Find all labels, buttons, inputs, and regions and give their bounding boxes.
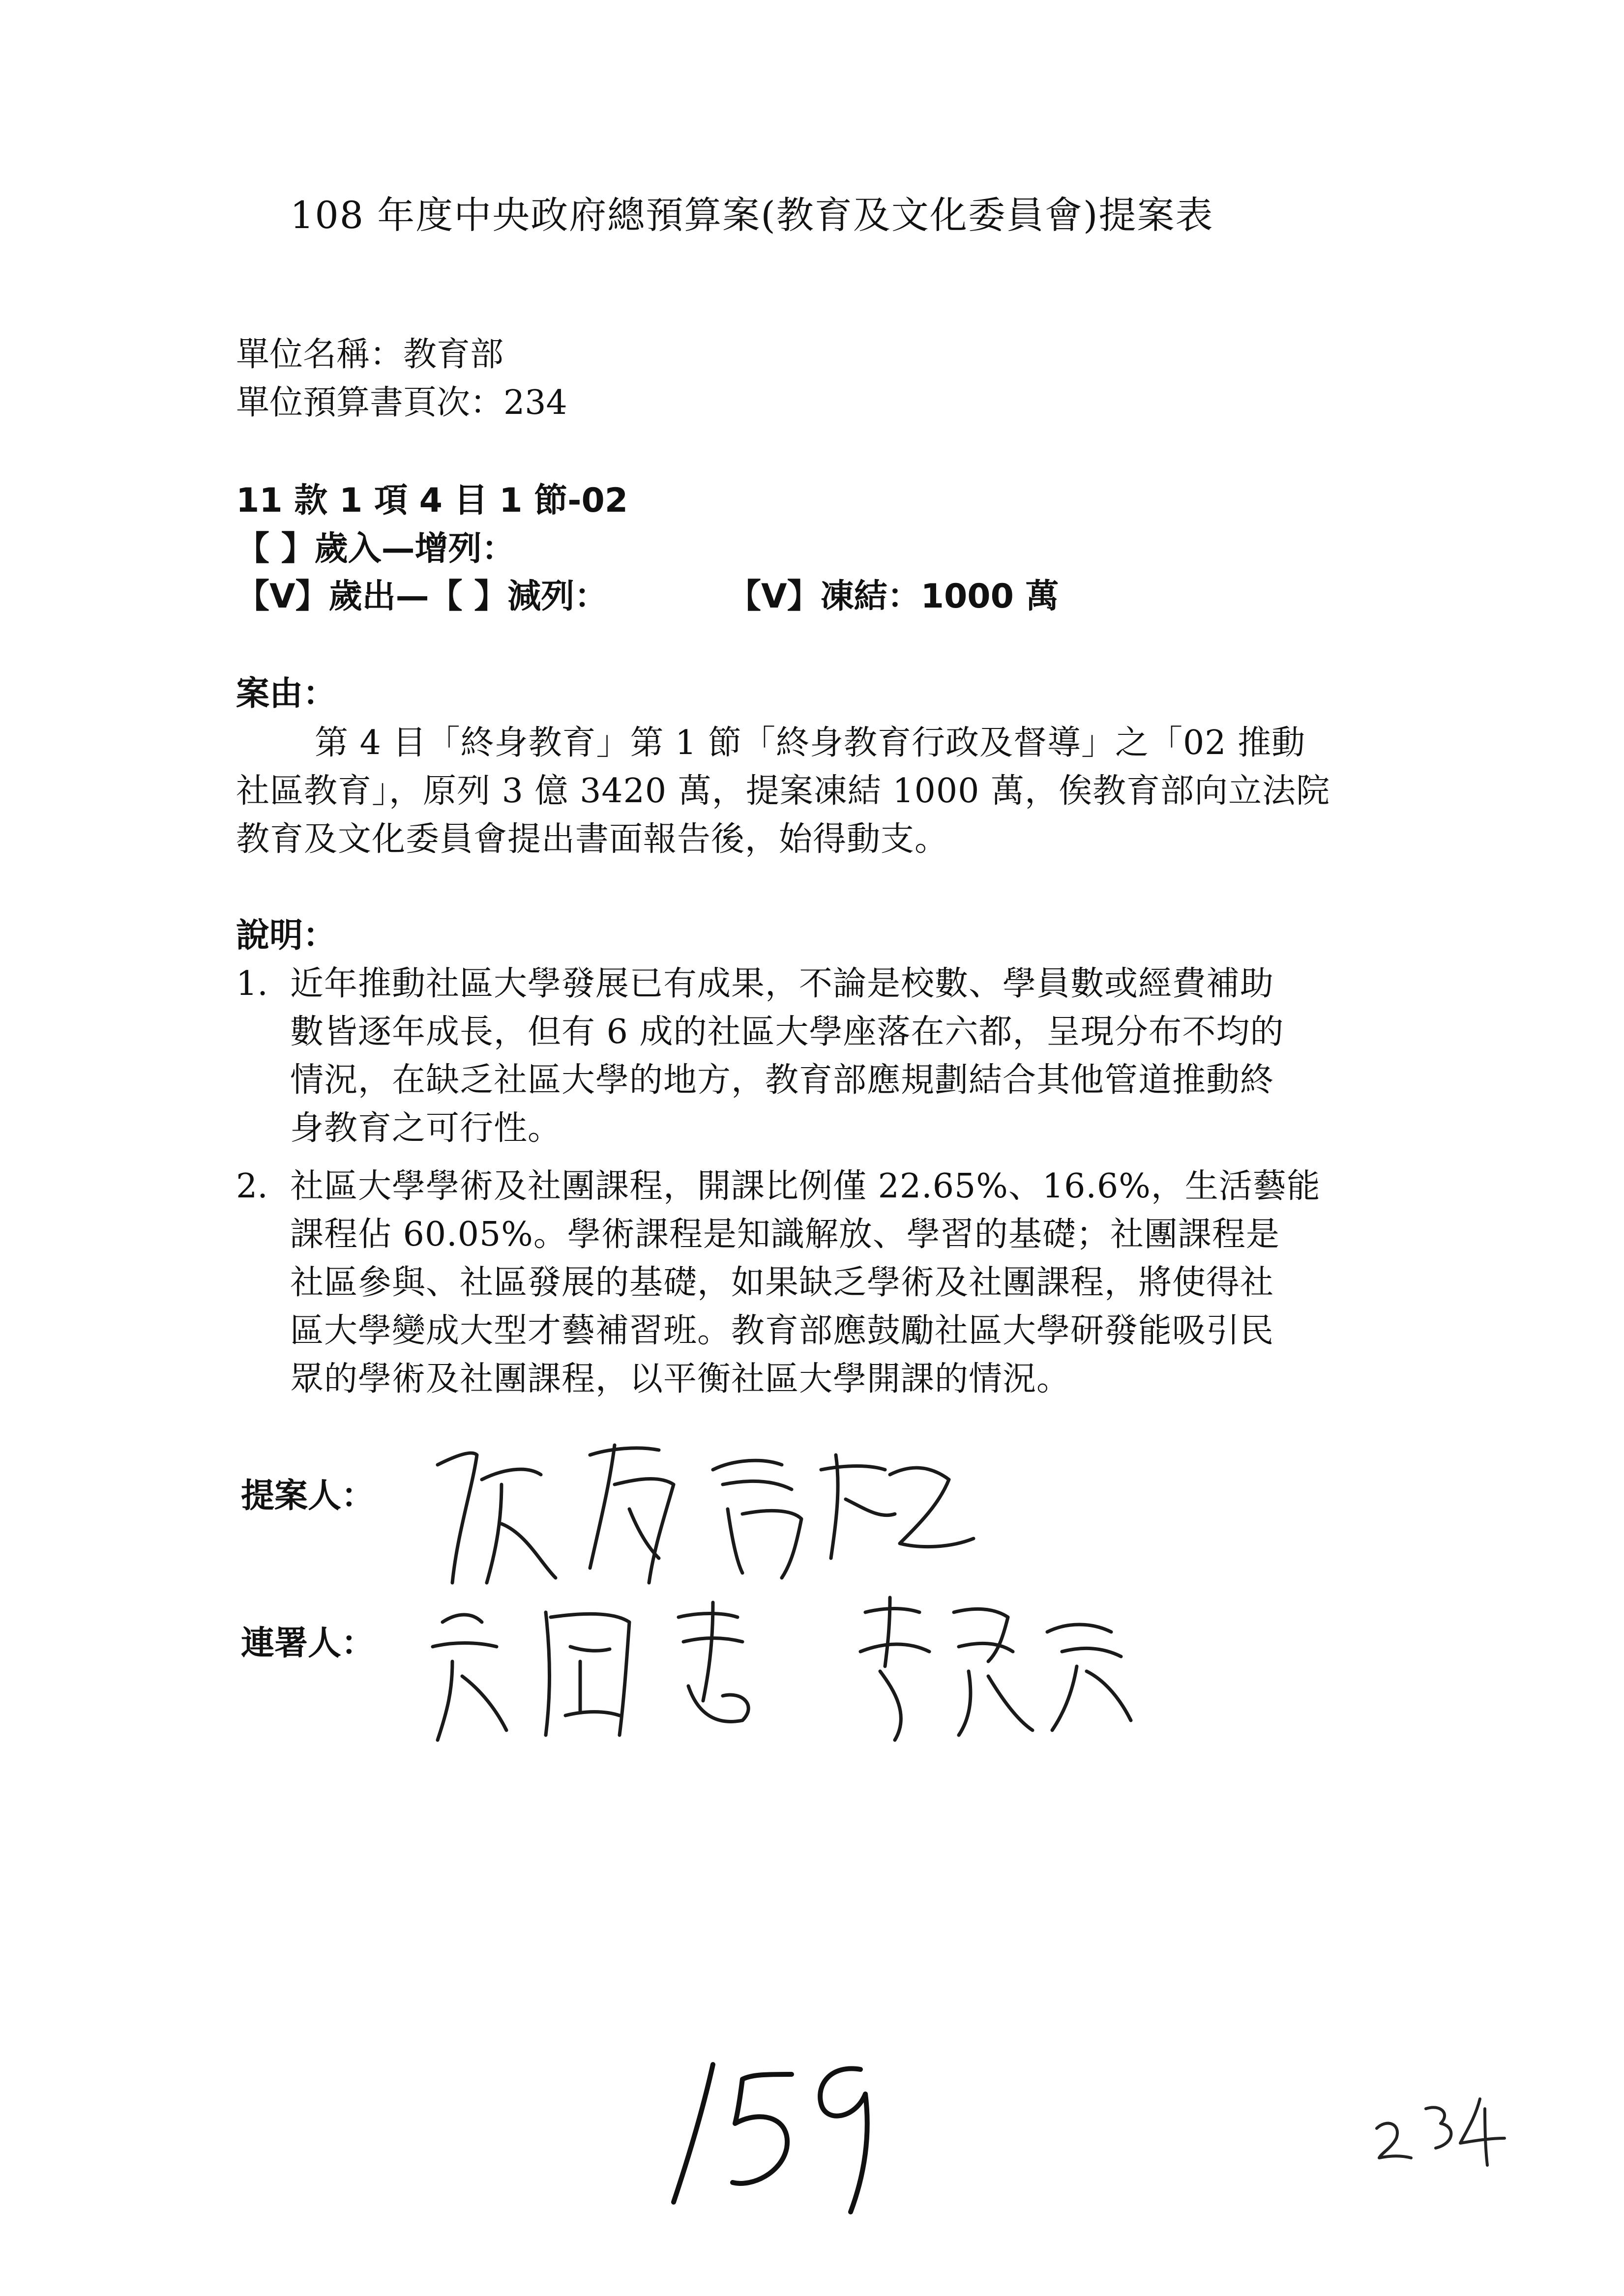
reason-heading: 案由： [236,674,337,713]
handwritten-corner-number [1372,2089,1509,2170]
item-line: 身教育之可行性。 [290,1109,562,1148]
item-number: 1. [236,964,268,1003]
revenue-line: 【 】歲入—增列： [236,529,515,568]
cosigner-label: 連署人： [241,1624,375,1663]
proposer-label: 提案人： [241,1477,375,1515]
expenditure-line: 【V】歲出—【 】減列： [236,577,608,616]
reason-line: 第 4 目「終身教育」第 1 節「終身教育行政及督導」之「02 推動 [315,724,1306,762]
item-line: 課程佔 60.05%。學術課程是知識解放、學習的基礎；社團課程是 [290,1215,1280,1254]
item-line: 情況，在缺乏社區大學的地方，教育部應規劃結合其他管道推動終 [290,1061,1274,1100]
proposer-signature [428,1435,993,1599]
budget-item-code: 11 款 1 項 4 目 1 節-02 [236,481,628,520]
item-line: 眾的學術及社團課程，以平衡社區大學開課的情況。 [290,1360,1071,1398]
explanation-heading: 說明： [236,916,337,955]
reason-line: 社區教育」，原列 3 億 3420 萬，提案凍結 1000 萬，俟教育部向立法院 [236,772,1330,811]
item-line: 社區參與、社區發展的基礎，如果缺乏學術及社團課程，將使得社 [290,1263,1274,1302]
reason-line: 教育及文化委員會提出書面報告後，始得動支。 [236,820,949,859]
item-line: 近年推動社區大學發展已有成果，不論是校數、學員數或經費補助 [290,964,1274,1003]
document-title: 108 年度中央政府總預算案(教育及文化委員會)提案表 [290,193,1214,237]
item-line: 數皆逐年成長，但有 6 成的社區大學座落在六都，呈現分布不均的 [290,1013,1284,1051]
unit-name: 單位名稱：教育部 [236,335,504,374]
unit-budget-page: 單位預算書頁次：234 [236,383,567,422]
item-number: 2. [236,1167,268,1206]
item-line: 區大學變成大型才藝補習班。教育部應鼓勵社區大學研發能吸引民 [290,1311,1274,1350]
cosigner-signatures [423,1593,1151,1757]
handwritten-page-number [659,2045,885,2224]
freeze-line: 【V】凍結：1000 萬 [728,577,1059,616]
item-line: 社區大學學術及社團課程，開課比例僅 22.65%、16.6%，生活藝能 [290,1167,1321,1206]
